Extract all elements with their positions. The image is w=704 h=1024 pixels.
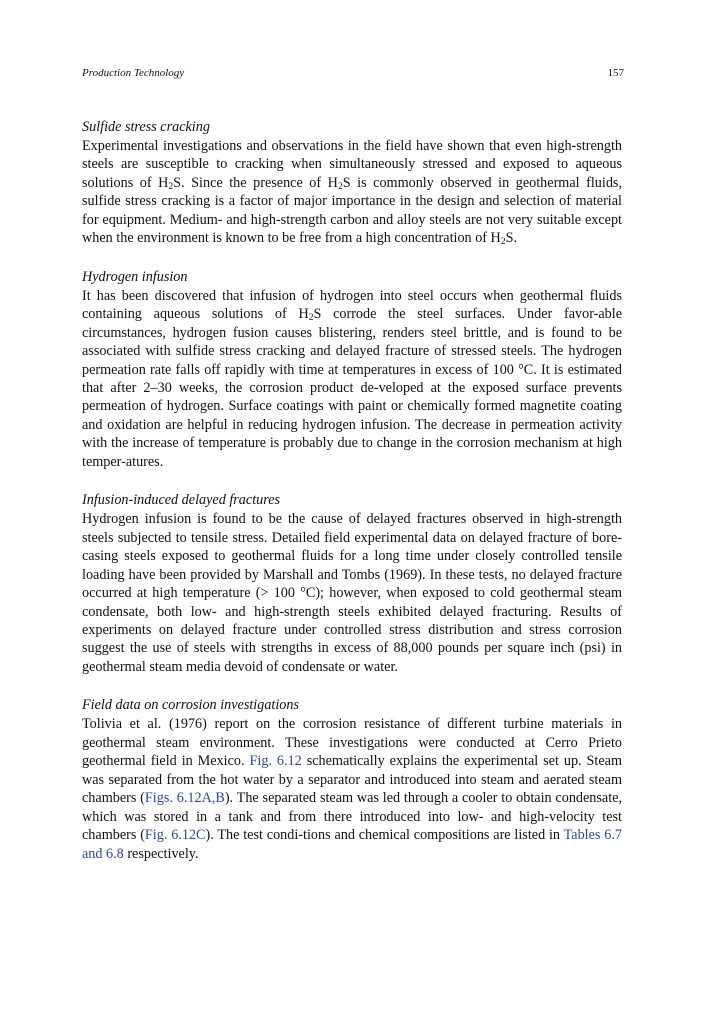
section-infusion-induced-delayed-fractures [82, 491, 622, 676]
paragraph: Hydrogen infusion is found to be the cause of delayed fractures observed in high-strength steels subjected to tensile stress. Detailed field experimental data on delayed fracture of bore-casing steels exposed to geothermal fluids for a long time under closely controlled tensile loading have been provided by Marshall and Tombs (1969). In these tests, no delayed fracture occurred at high temperature (> 100 °C); however, when exposed to cold geothermal steam condensate, both low- and high-strength steels exhibited delayed fracturing. Results of experiments on delayed fracture under controlled stress distribution and stress corrosion suggest the use of steels with strengths in excess of 88,000 pounds per square inch (psi) in geothermal steam media devoid of condensate or water. [82, 511, 622, 675]
section-hydrogen-infusion [82, 268, 622, 472]
page-number: 157 [607, 67, 624, 79]
text-run: respectively. [123, 845, 199, 862]
text-run: Tolivia et al. (1976) report on the corrosion resistance of different turbine materials in geothermal steam environment. These investigations were conducted at Cerro Prieto geothermal field in Mexico. [82, 716, 622, 770]
text-run: S. Since the presence of H [173, 174, 338, 191]
figure-link[interactable]: Figs. 6.12A,B [144, 790, 225, 807]
text-run: S corrode the steel surfaces. Under favor-able circumstances, hydrogen fusion causes blistering, renders steel brittle, and is found to be associated with sulfide stress cracking and delayed fracture of stressed steels. The hydrogen permeation rate falls off rapidly with time at temperatures in excess of 100 °C. It is estimated that after 2–30 weeks, the corrosion product de-veloped at the exposed surface prevents permeation of hydrogen. Surface coatings with paint or chemically formed magnetite coating and oxidation are helpful in reducing hydrogen infusion. The decrease in permeation activity with the increase of temperature is probably due to change in the corrosion mechanism at high temper-atures. [82, 306, 623, 470]
section-title: Sulfide stress cracking [82, 119, 210, 135]
text-run: Experimental investigations and observations in the field have shown that even high-strength steels are susceptible to cracking when simultaneously stressed and exposed to aqueous solutions of H [82, 138, 622, 191]
subscript: 2 [500, 237, 506, 248]
section-sulfide-stress-cracking [82, 118, 622, 248]
text-run: It has been discovered that infusion of hydrogen into steel occurs when geothermal fluids containing aqueous solutions of H [82, 287, 622, 323]
section-title: Infusion-induced delayed fractures [82, 492, 281, 509]
text-run: S. [505, 230, 517, 247]
paragraph [82, 715, 622, 863]
section-title: Field data on corrosion investigations [82, 697, 300, 714]
section-title: Hydrogen infusion [82, 268, 188, 285]
table-link[interactable]: Tables 6.7 and 6.8 [82, 827, 622, 862]
subscript: 2 [337, 181, 343, 192]
figure-link[interactable]: Fig. 6.12 [249, 753, 302, 770]
text-run: S is commonly observed in geothermal fluids, sulfide stress cracking is a factor of major importance in the design and selection of material for equipment. Medium- and high-strength carbon and alloy steels are not very suitable except when the environment is known to be free from a high concentration of H [82, 174, 622, 247]
section-field-data-corrosion [82, 696, 622, 863]
paragraph [82, 287, 622, 472]
text-run: ). The separated steam was led through a cooler to obtain condensate, which was stored in a tank and from there introduced into low- and high-velocity test chambers ( [82, 790, 622, 844]
text-run: schematically explains the experimental set up. Steam was separated from the hot water by a separator and introduced into steam and aerated steam chambers ( [82, 753, 622, 807]
subscript: 2 [308, 313, 314, 324]
figure-link[interactable]: Fig. 6.12C [144, 827, 206, 844]
running-header [82, 67, 624, 85]
subscript: 2 [168, 181, 174, 192]
page-body [82, 118, 622, 883]
running-title: Production Technology [82, 67, 185, 79]
text-run: ). The test condi-tions and chemical compositions are listed in [205, 827, 564, 844]
paragraph [82, 137, 622, 248]
